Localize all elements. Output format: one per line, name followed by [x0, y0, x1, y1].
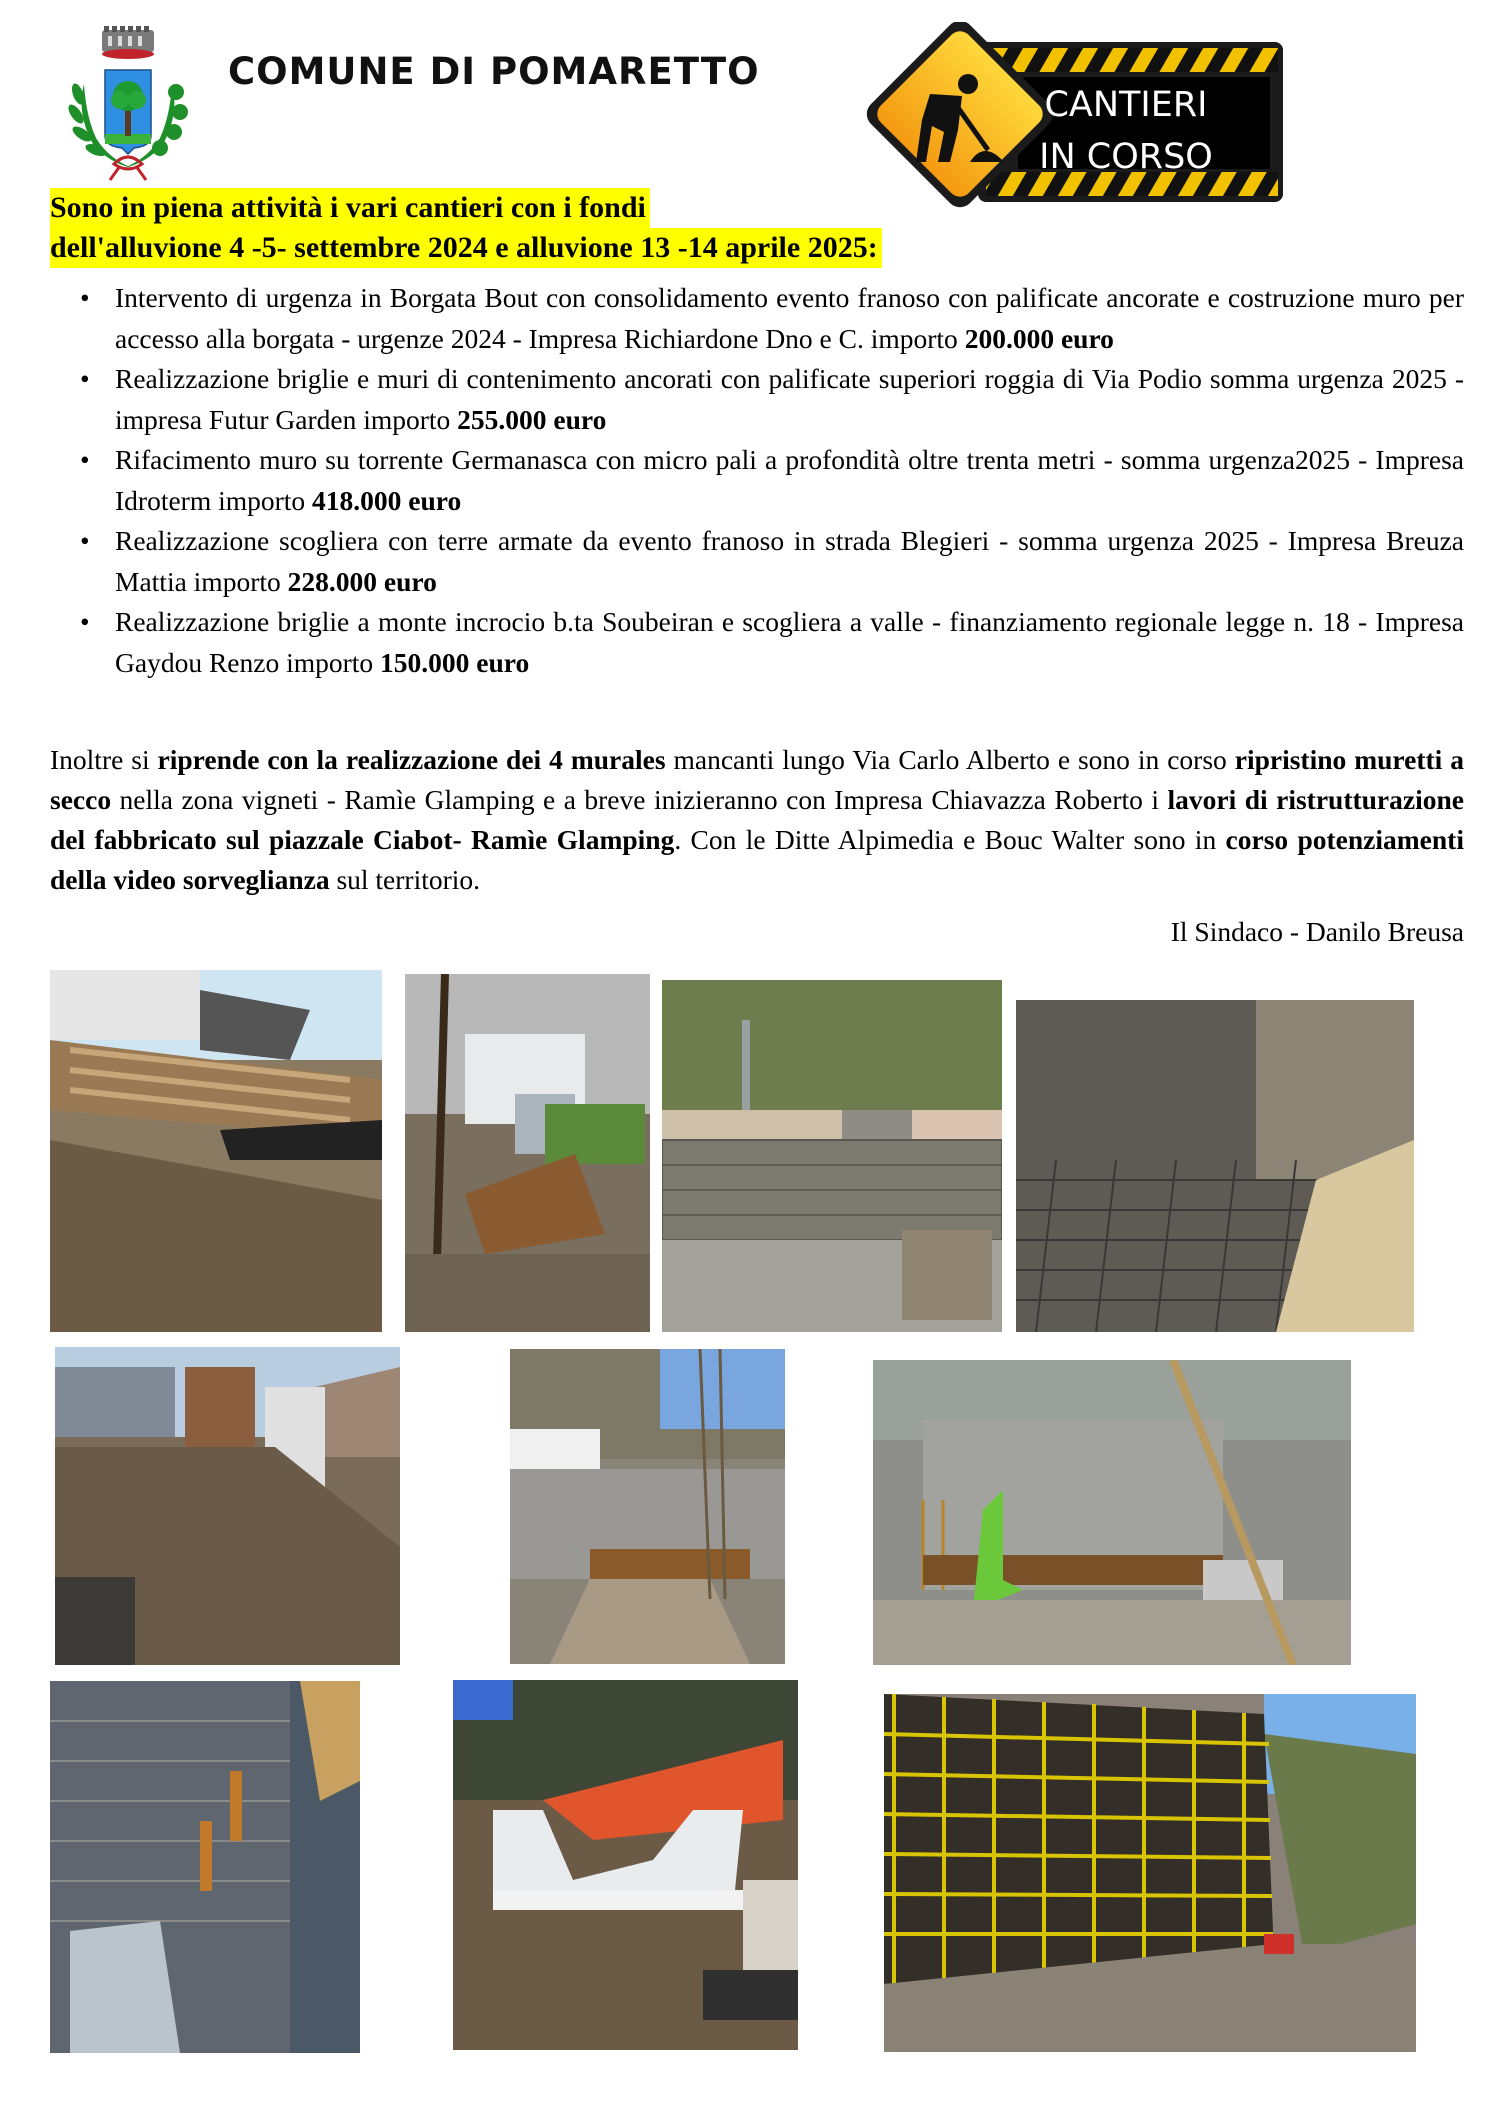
project-item	[50, 521, 1464, 602]
project-description: Realizzazione scogliera con terre armate da evento franoso in strada Blegieri - somma urgenza 2025 - Impresa Breuza Mattia importo	[115, 525, 1464, 597]
project-amount: 255.000 euro	[457, 403, 607, 435]
project-item	[50, 278, 1464, 359]
construction-sign	[858, 22, 1288, 217]
text: mancanti lungo Via Carlo Alberto e sono in corso	[665, 744, 1235, 775]
photo-rebar-foundation-river	[50, 1681, 360, 2053]
headline-line-1: Sono in piena attività i vari cantieri con i fondi	[50, 188, 650, 228]
bullet-icon: •	[80, 282, 90, 313]
emphasis: lavori di ristrutturazione del fabbricato sul piazzale Ciabot- Ramìe Glamping	[50, 784, 1464, 855]
sign-text	[1026, 79, 1226, 189]
emphasis: riprende con la realizzazione dei 4 murales	[157, 744, 666, 775]
text: . Con le Ditte Alpimedia e Bouc Walter sono in	[674, 824, 1226, 855]
bullet-icon: •	[80, 525, 90, 556]
bullet-icon: •	[80, 606, 90, 637]
project-description: Intervento di urgenza in Borgata Bout con consolidamento evento franoso con palificate ancorate e costruzione muro per accesso alla borgata - urgenze 2024 - Impresa Richiardone Dno e C. importo	[115, 282, 1464, 354]
photo-excavated-slope-village	[55, 1347, 400, 1665]
highlighted-headline	[50, 188, 882, 268]
project-item	[50, 602, 1464, 683]
project-item	[50, 440, 1464, 521]
projects-list	[50, 278, 1464, 683]
photo-stone-wall-orange-netting	[453, 1680, 798, 2050]
photo-log-crib-wall-slope	[50, 970, 382, 1332]
project-amount: 228.000 euro	[287, 565, 437, 597]
photo-yellow-formwork-wall	[884, 1694, 1416, 2052]
project-description: Realizzazione briglie e muri di contenimento ancorati con palificate superiori roggia di Via Podio somma urgenza 2025 - impresa Futur Garden importo	[115, 363, 1464, 435]
sign-line-1: CANTIERI	[1044, 85, 1208, 125]
photo-rebar-mesh-excavation	[1016, 1000, 1414, 1332]
photo-dry-stone-wall	[662, 980, 1002, 1332]
bullet-icon: •	[80, 363, 90, 394]
text: nella zona vigneti - Ramìe Glamping e a breve inizieranno con Impresa Chiavazza Roberto i	[111, 784, 1168, 815]
mayor-signature: Il Sindaco - Danilo Breusa	[1170, 916, 1464, 947]
coat-of-arms-logo	[48, 24, 208, 184]
emphasis: corso potenziamenti della video sorveglianza	[50, 824, 1464, 895]
project-description: Realizzazione briglie a monte incrocio b.ta Soubeiran e scogliera a valle - finanziamento regionale legge n. 18 - Impresa Gaydou Renzo importo	[115, 606, 1464, 678]
project-amount: 200.000 euro	[964, 322, 1114, 354]
text: Inoltre si	[50, 744, 158, 775]
headline-line-2: dell'alluvione 4 -5- settembre 2024 e alluvione 13 -14 aprile 2025:	[50, 228, 882, 268]
municipality-title: COMUNE DI POMARETTO	[228, 50, 760, 93]
sign-line-2: IN CORSO	[1039, 137, 1213, 177]
additional-works-paragraph	[50, 740, 1464, 900]
text: sul territorio.	[329, 864, 481, 895]
project-amount: 418.000 euro	[312, 484, 462, 516]
project-amount: 150.000 euro	[380, 646, 530, 678]
photo-log-crib-wall-houses	[405, 974, 650, 1332]
emphasis: ripristino muretti a secco	[50, 744, 1464, 815]
project-item	[50, 359, 1464, 440]
photo-green-crane-wall	[873, 1360, 1351, 1665]
project-description: Rifacimento muro su torrente Germanasca con micro pali a profondità oltre trenta metri - somma urgenza2025 - Impresa Idroterm importo	[115, 444, 1464, 516]
coat-of-arms-icon	[48, 24, 208, 184]
photo-riverbank-wall-trees	[510, 1349, 785, 1664]
bullet-icon: •	[80, 444, 90, 475]
